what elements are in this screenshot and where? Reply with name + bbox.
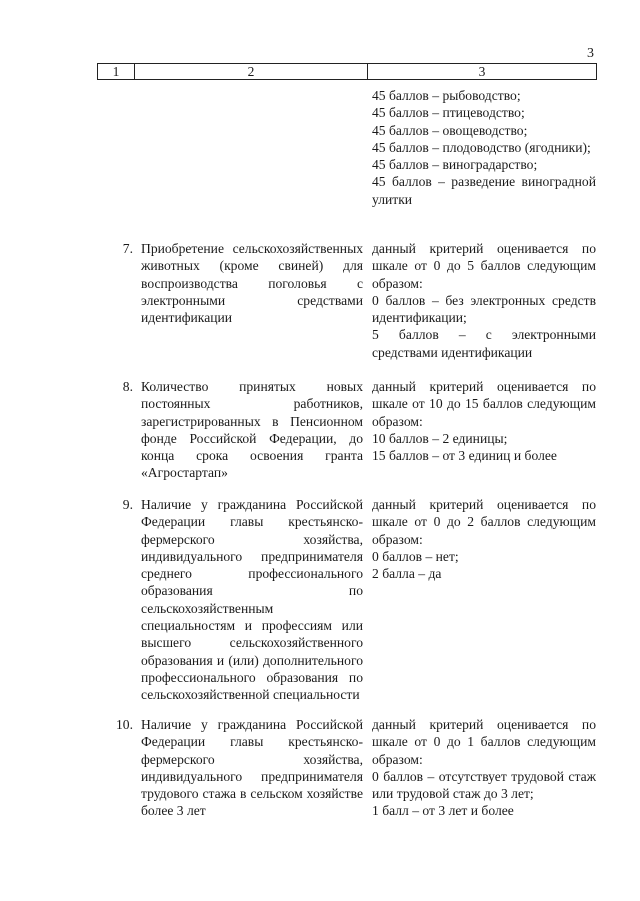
- scale-line: 5 баллов – с электронными средствами идентификации: [372, 327, 596, 360]
- scale-line: 1 балл – от 3 лет и более: [372, 803, 514, 819]
- scale-cell: [372, 378, 596, 464]
- header-col-2: 2: [135, 64, 368, 79]
- criterion-text: Количество принятых новых постоянных работников, зарегистрированных в Пенсионном фонде Российской Федерации, до конца срока освоения гранта «Агростартап»: [141, 379, 363, 481]
- continuation-line: 45 баллов – плодоводство (ягодники);: [372, 139, 591, 155]
- scale-line: данный критерий оценивается по шкале от 10 до 15 баллов следующим образом:: [372, 379, 596, 429]
- scale-line: 10 баллов – 2 единицы;: [372, 430, 508, 446]
- scale-line: 0 баллов – нет;: [372, 548, 459, 564]
- row-number: 8.: [122, 379, 133, 394]
- page-number: 3: [587, 46, 594, 61]
- scale-cell: [372, 240, 596, 361]
- continuation-line: 45 баллов – птицеводство;: [372, 105, 525, 121]
- row-number: 10.: [116, 717, 133, 732]
- criterion-text: Наличие у гражданина Российской Федерации главы крестьянско-фермерского хозяйства, индивидуального предпринимателя трудового стажа в сельском хозяйстве более 3 лет: [141, 717, 363, 819]
- continuation-line: 45 баллов – виноградарство;: [372, 157, 538, 173]
- table-header: [97, 63, 597, 80]
- scale-line: данный критерий оценивается по шкале от 0 до 1 баллов следующим образом:: [372, 717, 596, 767]
- continuation-line: 45 баллов – разведение виноградной улитки: [372, 174, 596, 207]
- row-number: 7.: [122, 241, 133, 256]
- scale-line: 2 балла – да: [372, 566, 442, 582]
- criterion-text: Приобретение сельскохозяйственных животных (кроме свиней) для воспроизводства поголовья с электронными средствами идентификации: [141, 241, 363, 326]
- scale-line: данный критерий оценивается по шкале от 0 до 5 баллов следующим образом:: [372, 241, 596, 291]
- continuation-line: 45 баллов – рыбоводство;: [372, 88, 521, 103]
- scale-line: 0 баллов – без электронных средств идентификации;: [372, 292, 596, 326]
- criterion-text: Наличие у гражданина Российской Федерации главы крестьянско-фермерского хозяйства, индивидуального предпринимателя среднего профессионального образования по сельскохозяйственным специальностям и профессиям или высшего сельскохозяйственного образования и (или) дополнительного профессионального образования по сельскохозяйственной специальности: [141, 497, 363, 703]
- scale-line: 0 баллов – отсутствует трудовой стаж или трудовой стаж до 3 лет;: [372, 768, 596, 802]
- row-number: 9.: [122, 497, 133, 512]
- scale-line: 15 баллов – от 3 единиц и более: [372, 448, 557, 464]
- scale-cell: [372, 496, 596, 582]
- scale-line: данный критерий оценивается по шкале от 0 до 2 баллов следующим образом:: [372, 497, 596, 547]
- continuation-cell: [372, 87, 596, 208]
- continuation-line: 45 баллов – овощеводство;: [372, 122, 528, 138]
- header-col-3: 3: [478, 64, 486, 79]
- header-col-1: 1: [98, 64, 135, 79]
- scale-cell: [372, 716, 596, 820]
